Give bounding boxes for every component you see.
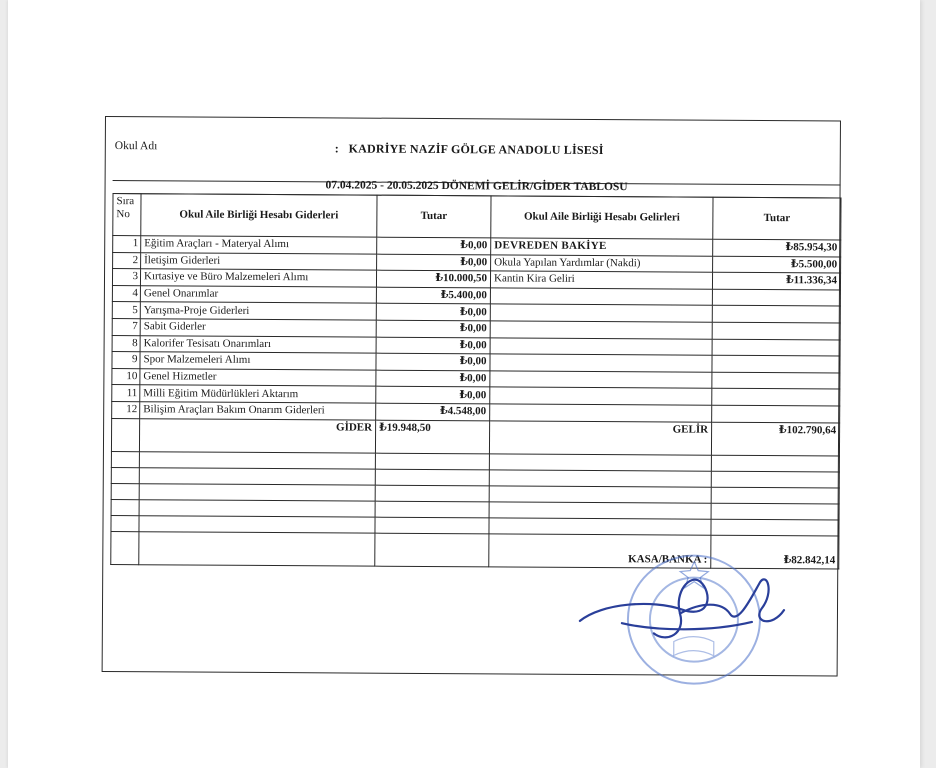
period-title: 07.04.2025 - 20.05.2025 DÖNEMİ GELİR/GİDER TABLOSU bbox=[113, 175, 841, 198]
expense-item: İletişim Giderleri bbox=[141, 252, 377, 270]
expense-item: Sabit Giderler bbox=[140, 319, 376, 337]
expense-item: Yarışma-Proje Giderleri bbox=[140, 302, 376, 320]
income-item bbox=[490, 387, 712, 405]
balance-label: KASA/BANKA : bbox=[489, 533, 711, 567]
row-number: 12 bbox=[112, 401, 140, 418]
row-number: 4 bbox=[112, 285, 140, 302]
income-item: Okula Yapılan Yardımlar (Nakdi) bbox=[491, 254, 713, 272]
row-number: 9 bbox=[112, 352, 140, 369]
income-item bbox=[490, 321, 712, 339]
income-amount bbox=[712, 289, 840, 306]
school-name-text: KADRİYE NAZİF GÖLGE ANADOLU LİSESİ bbox=[348, 141, 604, 158]
expense-item: Milli Eğitim Müdürlükleri Aktarım bbox=[140, 385, 376, 403]
income-item bbox=[490, 304, 712, 322]
expense-amount: ₺10.000,50 bbox=[376, 270, 490, 287]
totals-row bbox=[111, 418, 839, 455]
row-number: 8 bbox=[112, 335, 140, 352]
income-amount bbox=[712, 355, 840, 372]
expense-item: Bilişim Araçları Bakım Onarım Giderleri bbox=[140, 402, 376, 420]
expense-amount: ₺0,00 bbox=[376, 337, 490, 354]
income-total-value: ₺102.790,64 bbox=[711, 422, 839, 456]
expense-item: Kalorifer Tesisatı Onarımları bbox=[140, 335, 376, 353]
income-amount bbox=[712, 405, 840, 422]
school-separator: : bbox=[334, 141, 340, 156]
income-item: Kantin Kira Geliri bbox=[490, 271, 712, 289]
row-number: 10 bbox=[112, 368, 140, 385]
income-total-label: GELİR bbox=[489, 420, 711, 454]
expense-amount: ₺0,00 bbox=[376, 370, 490, 387]
header-expenses: Okul Aile Birliği Hesabı Giderleri bbox=[141, 194, 377, 237]
expense-total-label: GİDER bbox=[139, 418, 375, 452]
income-amount bbox=[712, 389, 840, 406]
table-body bbox=[112, 236, 841, 423]
row-number: 2 bbox=[113, 252, 141, 269]
expense-amount: ₺4.548,00 bbox=[376, 403, 490, 420]
expense-amount: ₺0,00 bbox=[376, 320, 490, 337]
income-expense-table bbox=[110, 193, 841, 569]
income-item bbox=[490, 404, 712, 422]
row-number: 7 bbox=[112, 319, 140, 336]
row-number: 5 bbox=[112, 302, 140, 319]
table-header-row bbox=[113, 194, 841, 240]
school-name bbox=[335, 141, 604, 158]
income-amount bbox=[712, 372, 840, 389]
school-label: Okul Adı bbox=[114, 140, 158, 153]
income-item bbox=[490, 337, 712, 355]
income-item bbox=[490, 354, 712, 372]
expense-amount: ₺0,00 bbox=[377, 254, 491, 271]
income-amount bbox=[712, 339, 840, 356]
row-number: 11 bbox=[112, 385, 140, 402]
balance-spacer bbox=[139, 531, 375, 565]
totals-spacer bbox=[111, 418, 139, 451]
document-page bbox=[8, 0, 920, 768]
expense-amount: ₺0,00 bbox=[377, 237, 491, 254]
expense-item: Genel Onarımlar bbox=[140, 286, 376, 304]
balance-row bbox=[111, 531, 839, 568]
balance-value: ₺82.842,14 bbox=[711, 535, 839, 569]
expense-amount: ₺0,00 bbox=[376, 304, 490, 321]
income-expense-form bbox=[102, 116, 845, 681]
expense-amount: ₺5.400,00 bbox=[376, 287, 490, 304]
header-incomes: Okul Aile Birliği Hesabı Gelirleri bbox=[491, 196, 713, 239]
expense-amount: ₺0,00 bbox=[376, 387, 490, 404]
expense-item: Eğitim Araçları - Materyal Alımı bbox=[141, 236, 377, 254]
header-amount-income: Tutar bbox=[713, 197, 841, 240]
header-sira-no: Sıra No bbox=[113, 194, 141, 236]
expense-item: Genel Hizmetler bbox=[140, 368, 376, 386]
balance-spacer bbox=[375, 533, 489, 567]
income-item bbox=[490, 371, 712, 389]
row-number: 1 bbox=[113, 236, 141, 253]
expense-total-value: ₺19.948,50 bbox=[375, 420, 489, 454]
expense-item: Kırtasiye ve Büro Malzemeleri Alımı bbox=[140, 269, 376, 287]
income-item: DEVREDEN BAKİYE bbox=[491, 238, 713, 256]
header-amount-expense: Tutar bbox=[377, 195, 491, 238]
income-item bbox=[490, 288, 712, 306]
expense-item: Spor Malzemeleri Alımı bbox=[140, 352, 376, 370]
expense-amount: ₺0,00 bbox=[376, 353, 490, 370]
balance-spacer bbox=[111, 531, 139, 564]
row-number: 3 bbox=[112, 269, 140, 286]
income-amount: ₺5.500,00 bbox=[713, 256, 841, 273]
income-amount: ₺85.954,30 bbox=[713, 239, 841, 256]
income-amount bbox=[712, 322, 840, 339]
income-amount: ₺11.336,34 bbox=[712, 272, 840, 289]
income-amount bbox=[712, 306, 840, 323]
